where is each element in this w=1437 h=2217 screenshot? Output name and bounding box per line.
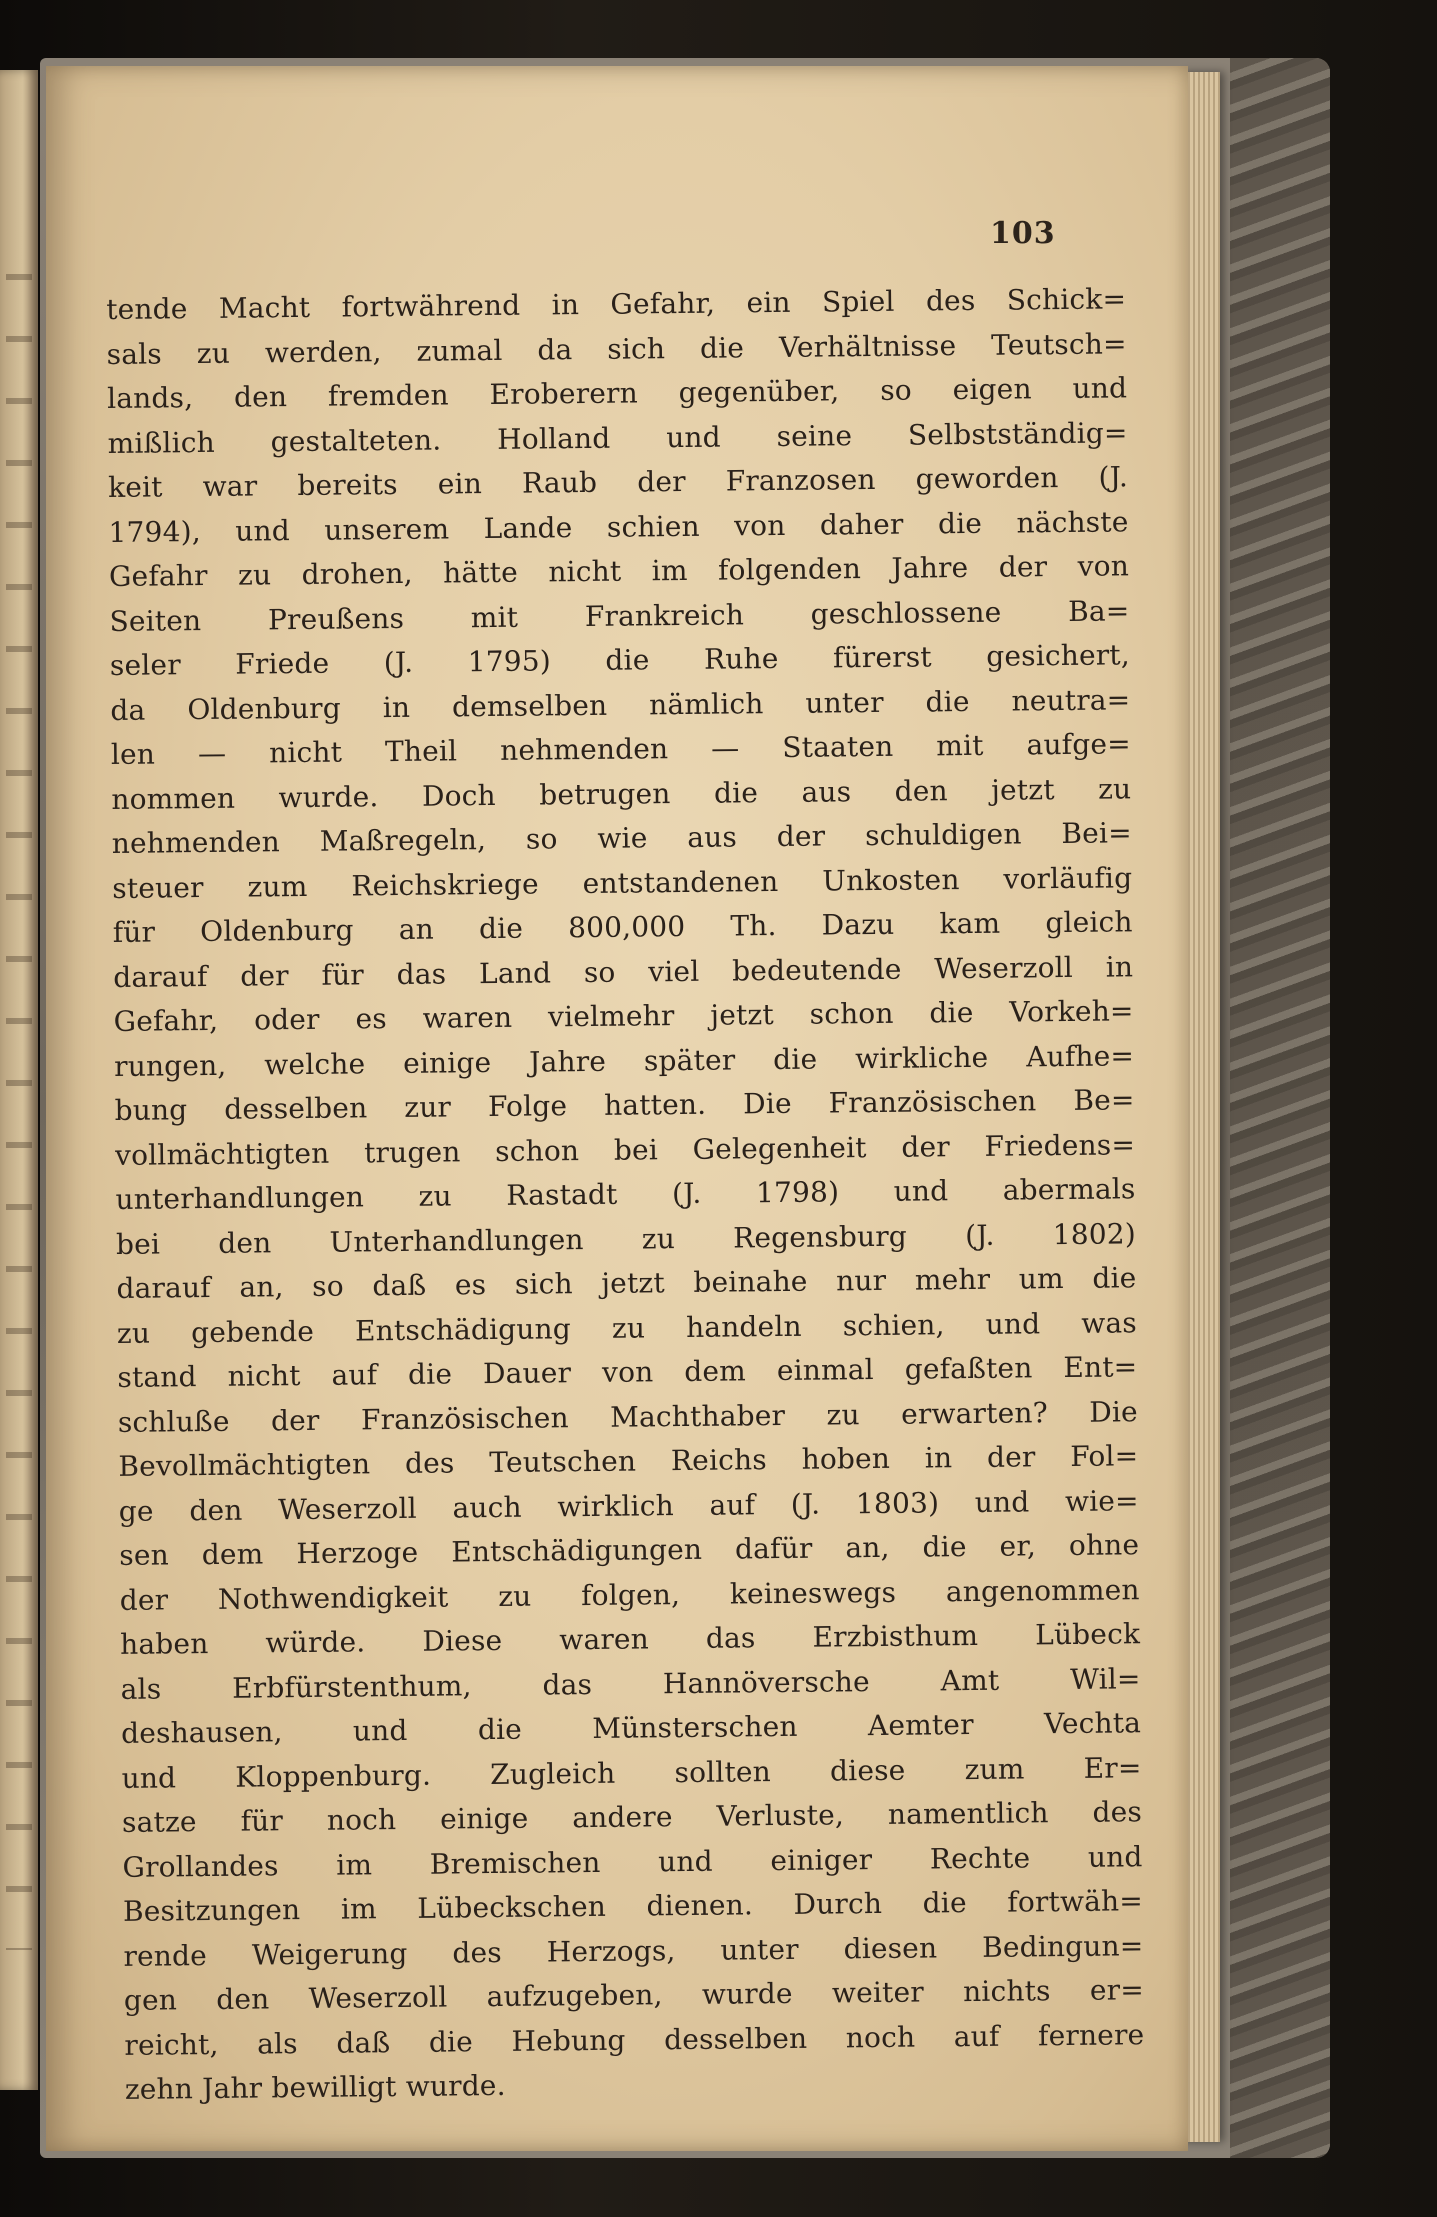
text-line: stand nicht auf die Dauer von dem einmal gefaßten Ent=: [117, 1350, 1138, 1394]
text-line: als Erbfürstenthum, das Hannöversche Amt Wil=: [120, 1661, 1141, 1706]
text-line: ge den Weserzoll auch wirklich auf (J. 1803) und wie=: [118, 1483, 1139, 1528]
text-line: Grollandes im Bremischen und einiger Rechte und: [122, 1839, 1143, 1884]
text-line: zehn Jahr bewilligt wurde.: [124, 2068, 506, 2106]
text-line: len — nicht Theil nehmenden — Staaten mit aufge=: [110, 727, 1132, 771]
text-line: bei den Unterhandlungen zu Regensburg (J. 1802): [115, 1216, 1137, 1261]
text-line: deshausen, und die Münsterschen Aemter Vechta: [120, 1706, 1142, 1750]
text-line: unterhandlungen zu Rastadt (J. 1798) und abermals: [115, 1172, 1136, 1216]
text-line: nehmenden Maßregeln, so wie aus der schuldigen Bei=: [111, 816, 1132, 860]
text-line: vollmächtigten trugen schon bei Gelegenheit der Friedens=: [114, 1127, 1136, 1172]
text-line: 1794), und unserem Lande schien von daher die nächste: [108, 504, 1129, 549]
cover-edge: [1230, 58, 1330, 2158]
text-line: Bevollmächtigten des Teutschen Reichs hoben in der Fol=: [118, 1439, 1139, 1483]
text-line: da Oldenburg in demselben nämlich unter die neutra=: [110, 682, 1131, 727]
text-line: rende Weigerung des Herzogs, unter diesen Bedingun=: [123, 1928, 1144, 1973]
page-number: 103: [990, 216, 1056, 251]
text-line: steuer zum Reichskriege entstandenen Unkosten vorläufig: [112, 860, 1133, 905]
text-line: für Oldenburg an die 800,000 Th. Dazu kam gleich: [112, 905, 1133, 949]
text-line: zu gebende Entschädigung zu handeln schien, und was: [116, 1305, 1138, 1350]
text-line: Gefahr, oder es waren vielmehr jetzt schon die Vorkeh=: [113, 994, 1134, 1038]
text-line: rungen, welche einige Jahre später die wirkliche Aufhe=: [113, 1038, 1135, 1083]
text-line: schluße der Französischen Machthaber zu erwarten? Die: [117, 1394, 1138, 1439]
text-line: bung desselben zur Folge hatten. Die Französischen Be=: [114, 1083, 1135, 1127]
text-line: darauf an, so daß es sich jetzt beinahe nur mehr um die: [116, 1261, 1137, 1305]
text-line: nommen wurde. Doch betrugen die aus den jetzt zu: [111, 771, 1132, 816]
text-line: sals zu werden, zumal da sich die Verhältnisse Teutsch=: [106, 326, 1127, 371]
text-line: gen den Weserzoll aufzugeben, wurde weiter nichts er=: [123, 1973, 1145, 2017]
text-line: keit war bereits ein Raub der Franzosen geworden (J.: [107, 460, 1129, 504]
text-line: haben würde. Diese waren das Erzbisthum Lübeck: [120, 1617, 1141, 1661]
text-line: seler Friede (J. 1795) die Ruhe fürerst gesichert,: [109, 638, 1131, 682]
text-line: Besitzungen im Lübeckschen dienen. Durch die fortwäh=: [122, 1884, 1144, 1928]
facing-page-text-fragments: [6, 230, 32, 1950]
text-line: tende Macht fortwährend in Gefahr, ein Spiel des Schick=: [106, 282, 1127, 326]
text-line: und Kloppenburg. Zugleich sollten diese zum Er=: [121, 1750, 1142, 1795]
text-line: der Nothwendigkeit zu folgen, keineswegs angenommen: [119, 1572, 1140, 1617]
text-line: mißlich gestalteten. Holland und seine Selbstständig=: [107, 415, 1128, 460]
book-page: [46, 66, 1188, 2151]
facing-page-edge: [0, 70, 38, 2090]
text-line: reicht, als daß die Hebung desselben noch auf fernere: [124, 2017, 1145, 2062]
text-line: sen dem Herzoge Entschädigungen dafür an, die er, ohne: [119, 1528, 1140, 1572]
text-line: satze für noch einige andere Verluste, namentlich des: [121, 1795, 1143, 1839]
text-line: Seiten Preußens mit Frankreich geschlossene Ba=: [109, 593, 1130, 638]
text-line: Gefahr zu drohen, hätte nicht im folgenden Jahre der von: [108, 549, 1130, 593]
text-line: lands, den fremden Eroberern gegenüber, so eigen und: [106, 371, 1128, 415]
text-line: darauf der für das Land so viel bedeutende Weserzoll in: [113, 949, 1134, 994]
body-text: [106, 277, 1145, 2112]
